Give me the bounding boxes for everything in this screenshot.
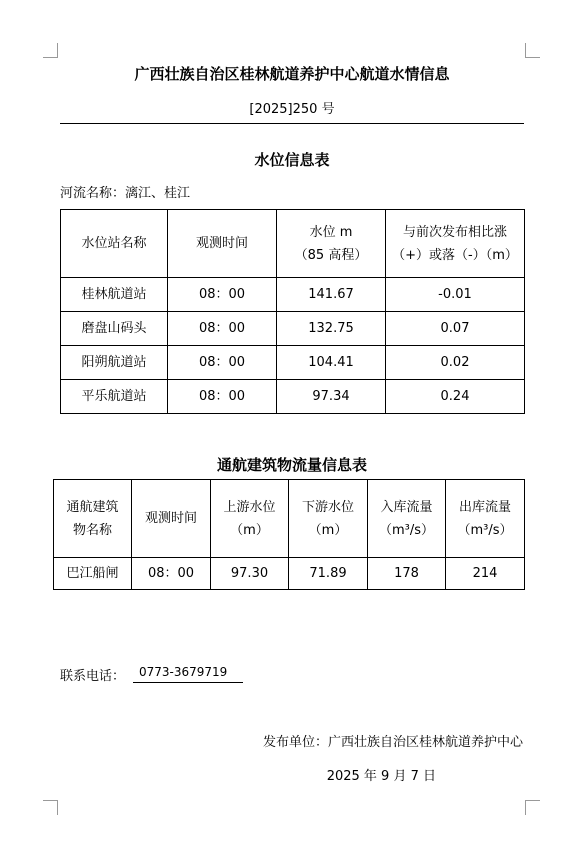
header-outflow-line1: 出库流量 xyxy=(458,499,511,515)
station-name: 桂林航道站 xyxy=(61,278,168,312)
river-name-label: 河流名称：漓江、桂江 xyxy=(60,186,191,201)
page-corner-mark-bottom-right xyxy=(525,800,540,815)
contact-phone-label: 联系电话： xyxy=(60,669,126,684)
structure-name: 巴江船闸 xyxy=(54,558,132,590)
station-name: 阳朔航道站 xyxy=(61,346,168,380)
header-time: 观测时间 xyxy=(168,210,277,278)
header-outflow-line2: （m³/s） xyxy=(457,522,513,538)
issuing-unit: 发布单位：广西壮族自治区桂林航道养护中心 xyxy=(262,735,523,750)
contact-phone-value: 0773-3679719 xyxy=(133,665,243,683)
table-row xyxy=(61,312,525,346)
header-upstream-level xyxy=(211,480,289,558)
station-name: 磨盘山码头 xyxy=(61,312,168,346)
header-level-line1: 水位 m xyxy=(309,224,353,240)
header-downstream-line2: （m） xyxy=(308,522,348,538)
header-structure-name-line1: 通航建筑 xyxy=(66,499,119,515)
table-header-row xyxy=(61,210,525,278)
flow-table xyxy=(53,479,525,590)
level-change: 0.07 xyxy=(386,312,525,346)
header-change-line2: （+）或落（-）（m） xyxy=(392,247,518,263)
document-number: [2025]250 号 xyxy=(249,102,335,117)
header-outflow xyxy=(446,480,525,558)
observation-time: 08：00 xyxy=(168,380,277,414)
header-downstream-level xyxy=(289,480,368,558)
issue-date: 2025 年 9 月 7 日 xyxy=(326,769,436,784)
observation-time: 08：00 xyxy=(132,558,211,590)
station-name: 平乐航道站 xyxy=(61,380,168,414)
table-row xyxy=(54,558,525,590)
page-corner-mark-top-left xyxy=(43,43,58,58)
page-corner-mark-top-right xyxy=(525,43,540,58)
page-corner-mark-bottom-left xyxy=(43,800,58,815)
header-structure-name xyxy=(54,480,132,558)
upstream-level: 97.30 xyxy=(211,558,289,590)
inflow: 178 xyxy=(368,558,446,590)
table-row xyxy=(61,346,525,380)
observation-time: 08：00 xyxy=(168,278,277,312)
header-structure-name-line2: 物名称 xyxy=(72,522,112,538)
header-upstream-line2: （m） xyxy=(230,522,269,538)
water-level-table-title: 水位信息表 xyxy=(254,151,330,169)
header-downstream-line1: 下游水位 xyxy=(301,499,354,515)
table-header-row xyxy=(54,480,525,558)
outflow: 214 xyxy=(446,558,525,590)
header-inflow xyxy=(368,480,446,558)
downstream-level: 71.89 xyxy=(289,558,368,590)
level-change: 0.24 xyxy=(386,380,525,414)
water-level-table xyxy=(60,209,525,414)
header-station: 水位站名称 xyxy=(61,210,168,278)
header-level xyxy=(277,210,386,278)
header-divider xyxy=(60,123,524,124)
water-level: 97.34 xyxy=(277,380,386,414)
header-upstream-line1: 上游水位 xyxy=(223,499,276,515)
table-row xyxy=(61,380,525,414)
flow-table-title: 通航建筑物流量信息表 xyxy=(216,456,367,474)
water-level: 132.75 xyxy=(277,312,386,346)
document-title: 广西壮族自治区桂林航道养护中心航道水情信息 xyxy=(134,65,450,83)
observation-time: 08：00 xyxy=(168,346,277,380)
header-inflow-line2: （m³/s） xyxy=(378,522,435,538)
header-change-line1: 与前次发布相比涨 xyxy=(402,224,507,240)
level-change: 0.02 xyxy=(386,346,525,380)
header-level-line2: （85 高程） xyxy=(294,247,368,263)
header-time: 观测时间 xyxy=(132,480,211,558)
level-change: -0.01 xyxy=(386,278,525,312)
observation-time: 08：00 xyxy=(168,312,277,346)
water-level: 104.41 xyxy=(277,346,386,380)
header-change xyxy=(386,210,525,278)
table-row xyxy=(61,278,525,312)
header-inflow-line1: 入库流量 xyxy=(380,499,433,515)
water-level: 141.67 xyxy=(277,278,386,312)
